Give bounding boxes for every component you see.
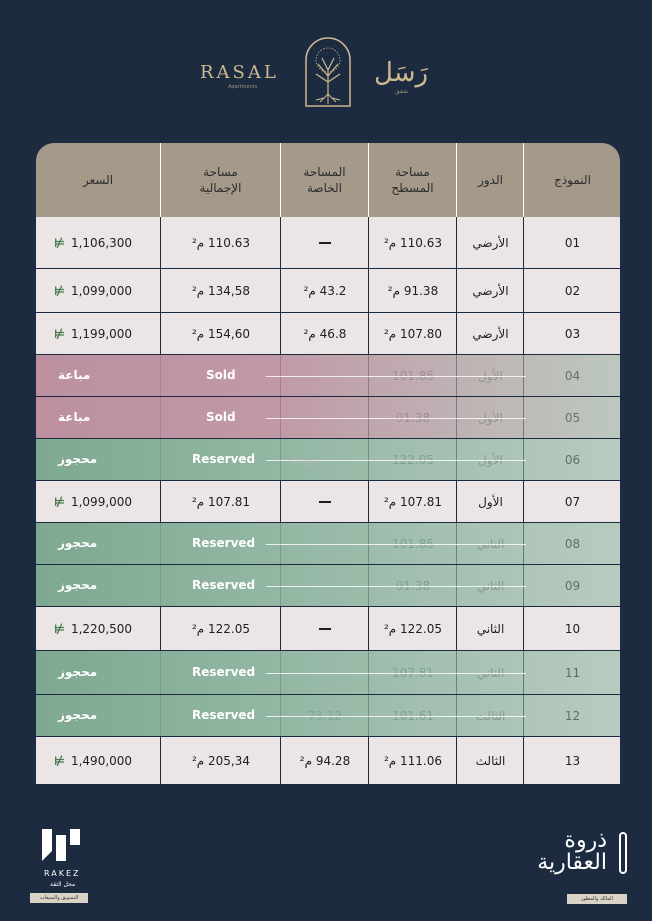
dash [319,242,331,244]
table-row [36,439,620,481]
table-row [36,607,620,651]
cell-private-area [280,737,369,784]
price-value: 1,099,000 [70,494,133,509]
thurwa-logo [515,828,627,908]
status-label-en: Reserved [192,536,256,550]
cell-flat-area [368,313,457,354]
cell-model [523,607,621,650]
brand-sub-en: Apartments [228,84,258,90]
cell-floor [456,217,524,268]
header-floor: الدور [456,143,524,217]
total-area-value: 205,34 م² [191,753,251,768]
flat-area-value: 122.05 م² [383,621,443,636]
model-value: 03 [564,326,581,341]
model-value: 13 [564,753,581,768]
status-label-ar: محجوز [58,578,98,592]
status-label-en: Sold [206,410,236,424]
total-area-value: 110.63 م² [191,235,251,250]
cell-total-area [160,217,281,268]
cell-floor [456,269,524,312]
rakez-sub: محل الثقة [50,881,76,888]
cell-floor [456,481,524,522]
riyal-icon: ⊭ [54,621,65,636]
strike-line [266,376,526,377]
riyal-icon: ⊭ [54,283,65,298]
dash [319,501,331,503]
strike-line [266,716,526,717]
cell-flat-area [368,269,457,312]
status-label-en: Reserved [192,708,256,722]
status-label-ar: مباعة [58,368,91,382]
strike-line [266,673,526,674]
riyal-icon: ⊭ [54,494,65,509]
table-row [36,313,620,355]
floor-value: الثاني [476,621,505,636]
floor-value: الثالث [475,753,506,768]
total-area-value: 134,58 م² [191,283,251,298]
private-area-value: 94.28 م² [299,753,351,768]
status-label-en: Reserved [192,665,256,679]
table-row [36,651,620,695]
cell-private-area [280,481,369,522]
thurwa-mark-icon [619,832,627,874]
rakez-logo [30,825,90,905]
cell-model [523,313,621,354]
cell-price [36,607,160,650]
cell-flat-area [368,737,457,784]
table-row [36,355,620,397]
price-value: 1,199,000 [70,326,133,341]
brand-name-en: RASAL [200,62,279,83]
table-row [36,481,620,523]
table-header [36,143,620,217]
header-total-area: مساحة الإجمالية [160,143,280,217]
header-price: السعر [82,173,114,187]
model-value: 01 [564,235,581,250]
cell-total-area [160,269,281,312]
rakez-mark-icon [38,825,84,865]
model-value: 10 [564,621,581,636]
riyal-icon: ⊭ [54,753,65,768]
strike-line [266,586,526,587]
cell-total-area [160,313,281,354]
status-label-ar: مباعة [58,410,91,424]
cell-private-area [280,217,369,268]
cell-price [36,269,160,312]
model-value: 02 [564,283,581,298]
header-flat-area: مساحة المسطح [368,143,456,217]
price-value: 1,490,000 [70,753,133,768]
status-label-ar: محجوز [58,536,98,550]
riyal-icon: ⊭ [54,326,65,341]
cell-price [36,737,160,784]
cell-price [36,217,160,268]
riyal-icon: ⊭ [54,235,65,250]
floor-value: الأول [478,494,503,509]
brand-sub-ar: شقق [395,88,409,95]
floor-value: الأرضي [472,326,509,341]
thurwa-title: ذروة [564,828,607,853]
header-private-area: المساحة الخاصة [280,143,368,217]
table-row [36,737,620,785]
price-value: 1,106,300 [70,235,133,250]
cell-private-area [280,313,369,354]
total-area-value: 107.81 م² [191,494,251,509]
tree-logo-icon [302,36,354,110]
rakez-name: RAKEZ [44,869,81,878]
floor-value: الأرضي [472,235,509,250]
cell-private-area [280,607,369,650]
cell-price [36,313,160,354]
table-row [36,695,620,737]
strike-line [266,544,526,545]
cell-model [523,217,621,268]
cell-flat-area [368,217,457,268]
status-label-en: Reserved [192,452,256,466]
private-area-value: 46.8 م² [303,326,347,341]
header-model: النموذج [523,143,620,217]
status-label-en: Sold [206,368,236,382]
strike-line [266,418,526,419]
header [0,0,652,130]
price-value: 1,099,000 [70,283,133,298]
table-row [36,565,620,607]
cell-private-area [280,269,369,312]
dash [319,628,331,630]
status-label-en: Reserved [192,578,256,592]
model-value: 07 [564,494,581,509]
flat-area-value: 110.63 م² [383,235,443,250]
cell-total-area [160,607,281,650]
flat-area-value: 107.80 م² [383,326,443,341]
flat-area-value: 91.38 م² [387,283,439,298]
floor-value: الأرضي [472,283,509,298]
cell-price [36,481,160,522]
flat-area-value: 111.06 م² [383,753,443,768]
cell-floor [456,737,524,784]
total-area-value: 122.05 م² [191,621,251,636]
price-value: 1,220,500 [70,621,133,636]
private-area-value: 43.2 م² [303,283,347,298]
table-row [36,217,620,269]
watermark: بيوت [290,451,319,467]
cell-model [523,269,621,312]
cell-flat-area [368,481,457,522]
cell-floor [456,313,524,354]
thurwa-sub: العقارية [537,850,607,875]
table-row [36,397,620,439]
cell-flat-area [368,607,457,650]
total-area-value: 154,60 م² [191,326,251,341]
status-label-ar: محجوز [58,452,98,466]
cell-floor [456,607,524,650]
brand-name-ar: رَسَل [374,58,429,88]
cell-model [523,481,621,522]
cell-total-area [160,481,281,522]
rakez-tag: التسويق والمبيعات [30,893,88,903]
price-table [36,143,620,785]
thurwa-tag: المالك والمطور [567,894,627,904]
status-label-ar: محجوز [58,708,98,722]
flat-area-value: 107.81 م² [383,494,443,509]
cell-model [523,737,621,784]
status-label-ar: محجوز [58,665,98,679]
table-row [36,523,620,565]
table-row [36,269,620,313]
cell-total-area [160,737,281,784]
